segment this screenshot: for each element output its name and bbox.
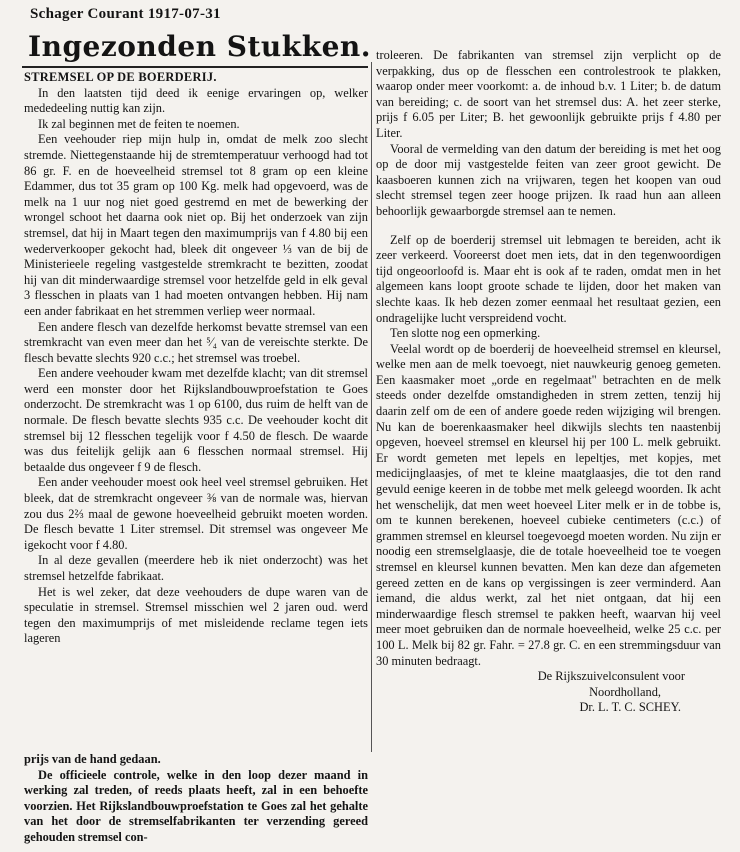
- signoff-name: Dr. L. T. C. SCHEY.: [579, 700, 681, 715]
- left-column: [24, 70, 368, 647]
- paragraph: De officieele controle, welke in den loop dezer maand in werking zal treden, of reeds plaats heeft, zal in een behoefte voorzien. Het Rijkslandbouwproefstation te Goes zal het gehalte van het door de stremselfabrikanten ter verzending gereed gehouden stremsel con-: [24, 767, 368, 844]
- signoff-region: Noordholland,: [589, 684, 661, 699]
- paragraph: In al deze gevallen (meerdere heb ik niet onderzocht) was het stremsel hetzelfde fabrikaat.: [24, 553, 368, 583]
- paragraph: Een andere flesch van dezelfde herkomst bevatte stremsel van een stremkracht van even meer dan het ⁵⁄₄ van de vereischte sterkte. De flesch bevatte slechts 920 c.c.; het stremsel was troebel.: [24, 319, 368, 365]
- paragraph: Ik zal beginnen met de feiten te noemen.: [38, 116, 240, 131]
- paragraph: troleeren. De fabrikanten van stremsel zijn verplicht op de verpakking, dus op de flesschen een controlestrook te plakken, waarop onder meer voorkomt: a. de inhoud b.v. 1 Liter; b. de datum van bereiding; c. de soort van het stremsel dus: A. het zeer sterke, prijs f 6.05 per Liter; B. het gewoonlijk gebruikte prijs f 4.80 per Liter.: [376, 48, 721, 140]
- paragraph: Een veehouder riep mijn hulp in, omdat de melk zoo slecht stremde. Niettegenstaande hij de stremtemperatuur verhoogd had tot 86 gr. F. en de hoeveelheid stremsel tot 8 gram op een kleine Edammer, dus tot 35 gram op 100 Kg. melk had opgevoerd, was de melk na 1 uur nog niet goed gestremd en met de bewerking der wrongel schoot het daarna ook niet op. Bij het onderzoek van zijn stremsel, dat hij in Maart tegen den maximumprijs van f 4.80 bij een wederverkooper gekocht had, bleek dit ongeveer ⅓ van de bij de Ministerieele regeling vastgestelde stremkracht te bezitten, zoodat hij van dit minderwaardige stremsel voor hetzelfde geld in elk geval 3 flesschen in plaats van 1 had moeten ontvangen hebben. Hij nam een ander fabrikaat en het stremmen verliep weer normaal.: [24, 132, 368, 318]
- paragraph: prijs van de hand gedaan.: [24, 752, 161, 766]
- bottom-left-column: [24, 752, 368, 846]
- newspaper-source-date: Schager Courant 1917-07-31: [30, 6, 221, 22]
- section-title: STREMSEL OP DE BOERDERIJ.: [24, 70, 217, 84]
- paragraph: Zelf op de boerderij stremsel uit lebmagen te bereiden, acht ik zeer verkeerd. Vooreerst doet men iets, dat in den tegenwoordigen tijd ongeoorloofd is. Maar eht is ook af te raden, omdat men in het algemeen kans loopt groote schade te lijden, door het maken van slechte kaas. Ik heb dezen zomer eenmaal het resultaat gezien, een ondragelijke lucht verspreidend vocht.: [376, 232, 721, 325]
- signoff-role: De Rijkszuivelconsulent voor: [537, 669, 685, 684]
- paragraph: Vooral de vermelding van den datum der bereiding is met het oog op de door mij vastgestelde feiten van zeer groot gewicht. De kaasboeren kunnen zich na vrijwaren, tegen het koopen van oud slecht stremsel tegen zeer hooge prijzen. Ik raad hun aan alleen behoorlijk gewaarborgde stremsel aan te nemen.: [376, 141, 721, 218]
- right-column: [376, 48, 721, 716]
- paragraph: Een ander veehouder moest ook heel veel stremsel gebruiken. Het bleek, dat de stremkracht ongeveer ⅜ van de normale was, hiervan zou dus 2⅔ maal de gewone hoeveelheid gebruikt moeten worden. De flesch bevatte 1 Liter stremsel. Dit stremsel was ongeveer Me igekocht voor f 4.80.: [24, 475, 368, 552]
- column-divider: [371, 62, 372, 752]
- headline-rule: [22, 66, 368, 68]
- paragraph: Het is wel zeker, dat deze veehouders de dupe waren van de speculatie in stremsel. Stremsel misschien wel 2 jaren oud. werd tegen den maximumprijs of met misleidende reclame tegen iets lageren: [24, 584, 368, 646]
- paragraph: In den laatsten tijd deed ik eenige ervaringen op, welker mededeeling nuttig kan zijn.: [24, 85, 368, 116]
- paragraph: Een andere veehouder kwam met dezelfde klacht; van dit stremsel werd een monster door het Rijkslandbouwproefstation te Goes onderzocht. De stremkracht was 1 op 6100, dus ruim de helft van de normale. De flesch bevatte slechts 935 c.c. De veehouder kocht dit stremsel bij 12 flesschen tegelijk voor f 4.50 de flesch. De waarde was dus feitelijk gelijk aan 6 flesschen normaal stremsel. Hij betaalde dus ongeveer f 9 de flesch.: [24, 366, 368, 474]
- page-headline: Ingezonden Stukken.: [28, 30, 372, 63]
- paragraph-gap: [376, 220, 721, 233]
- paragraph: Ten slotte nog een opmerking.: [390, 326, 541, 341]
- paragraph: Veelal wordt op de boerderij de hoeveelheid stremsel en kleursel, welke men aan de melk toevoegt, niet nauwkeurig genoeg gemeten. Een kaasmaker moet „orde en regelmaat" betrachten en de melk steeds onder dezelfde omstandigheden in strem zetten, tenzij hij daarin zelf om de een of andere goede reden wijziging wil brengen. Nu kan de boerenkaasmaker heel dikwijls slechts ten naastenbij opgeven, hoeveel stremsel en kleursel hij per 100 L. melk gebruikt. Er wordt gemeten met lepels en lepeltjes, met kopjes, met medicijnglaasjes, of met te kleine maatglaasjes, die tot den rand gevuld eenige keeren in de tobbe met melk geleegd woorden. Ik acht het wenschelijk, dat men weet hoeveel Liter melk er in de tobbe is, om te kunnen berekenen, hoeveel cubieke centimeters (c.c.) of grammen stremsel en kleursel toegevoegd moeten worden. Nu zijn er noodig een stremselglaasje, die de totale hoeveelheid toe te voegen stremsel en kleursel kunnen bevatten. Men kan deze dan afgemeten gereed zetten en de kans op vergissingen is zeer verminderd. Aan iemand, die aldus werkt, zal het niet ontgaan, dat hij een minderwaardige flesch stremsel te pakken heeft, waarvan hij veel meer moet gebruiken dan de normale hoeveelheid, welke 25 c.c. per 100 L. Melk bij 82 gr. Fahr. = 27.8 gr. C. en een stremmingsduur van 30 minuten bedraagt.: [376, 341, 721, 668]
